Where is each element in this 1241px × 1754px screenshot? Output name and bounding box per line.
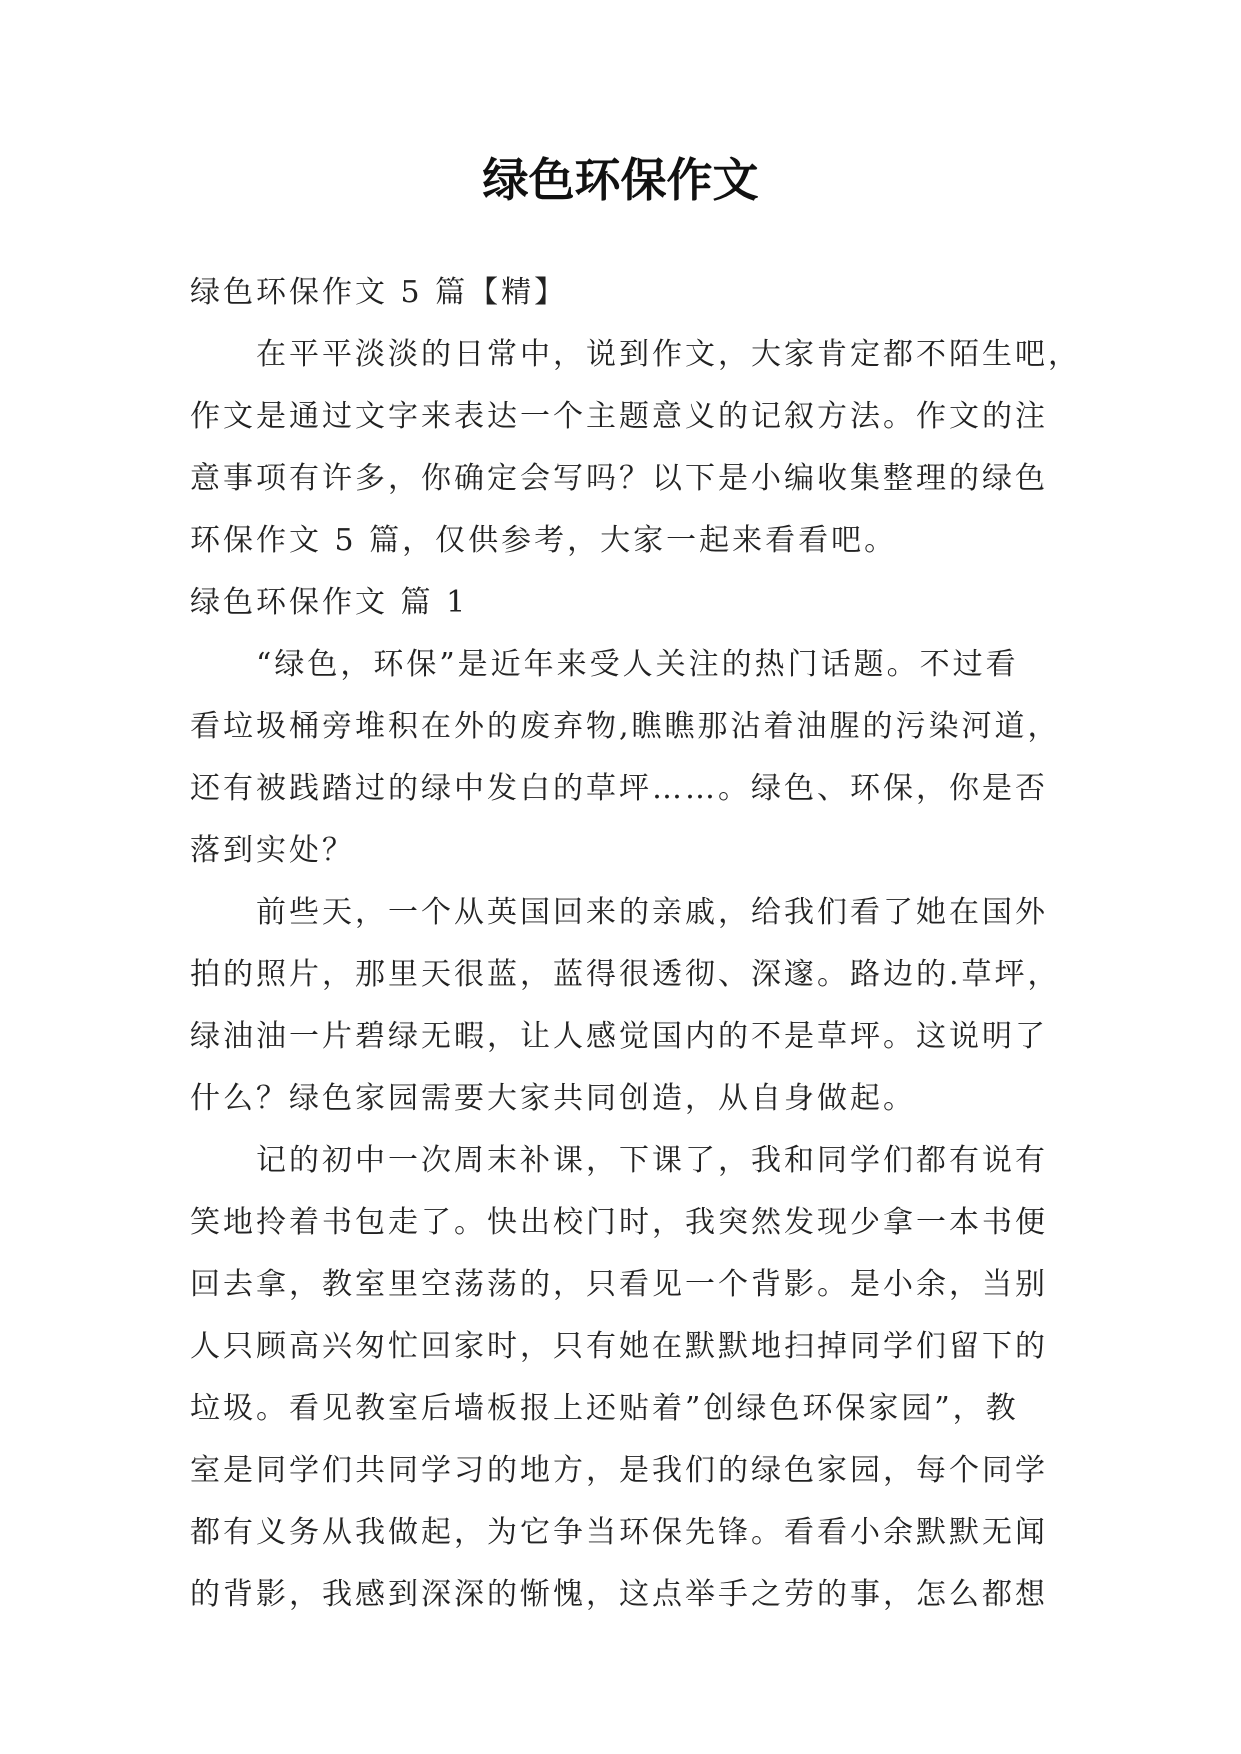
paragraph-line: 拍的照片，那里天很蓝，蓝得很透彻、深邃。路边的.草坪，: [190, 957, 1061, 992]
paragraph-line: 落到实处？: [190, 833, 355, 868]
paragraph-line: 都有义务从我做起，为它争当环保先锋。看看小余默默无闻: [190, 1515, 1048, 1550]
paragraph-line: 在平平淡淡的日常中，说到作文，大家肯定都不陌生吧，: [256, 337, 1081, 372]
paragraph-line: 绿油油一片碧绿无暇，让人感觉国内的不是草坪。这说明了: [190, 1019, 1048, 1054]
paragraph-line: 环保作文 5 篇，仅供参考，大家一起来看看吧。: [190, 523, 898, 558]
paragraph-line: 什么？绿色家园需要大家共同创造，从自身做起。: [190, 1081, 916, 1116]
paragraph-line: 回去拿，教室里空荡荡的，只看见一个背影。是小余，当别: [190, 1267, 1048, 1302]
section-heading: 绿色环保作文 篇 1: [190, 585, 469, 620]
paragraph-line: 前些天，一个从英国回来的亲戚，给我们看了她在国外: [256, 895, 1048, 930]
paragraph-line: 意事项有许多，你确定会写吗？以下是小编收集整理的绿色: [190, 461, 1048, 496]
paragraph-line: 笑地拎着书包走了。快出校门时，我突然发现少拿一本书便: [190, 1205, 1048, 1240]
page-title: 绿色环保作文: [482, 153, 759, 207]
document-body: [190, 262, 1081, 1626]
paragraph-line: 记的初中一次周末补课，下课了，我和同学们都有说有: [256, 1143, 1048, 1178]
intro-heading: 绿色环保作文 5 篇【精】: [190, 275, 568, 310]
paragraph-line: “绿色，环保”是近年来受人关注的热门话题。不过看: [256, 647, 1019, 682]
paragraph-line: 的背影，我感到深深的惭愧，这点举手之劳的事，怎么都想: [190, 1577, 1048, 1612]
paragraph-line: 还有被践踏过的绿中发白的草坪……。绿色、环保，你是否: [190, 771, 1048, 806]
paragraph-line: 作文是通过文字来表达一个主题意义的记叙方法。作文的注: [190, 399, 1048, 434]
paragraph-line: 看垃圾桶旁堆积在外的废弃物,瞧瞧那沾着油腥的污染河道，: [190, 709, 1061, 744]
paragraph-line: 人只顾高兴匆忙回家时，只有她在默默地扫掉同学们留下的: [190, 1329, 1048, 1364]
paragraph-line: 室是同学们共同学习的地方，是我们的绿色家园，每个同学: [190, 1453, 1048, 1488]
paragraph-line: 垃圾。看见教室后墙板报上还贴着”创绿色环保家园”，教: [190, 1391, 1019, 1426]
